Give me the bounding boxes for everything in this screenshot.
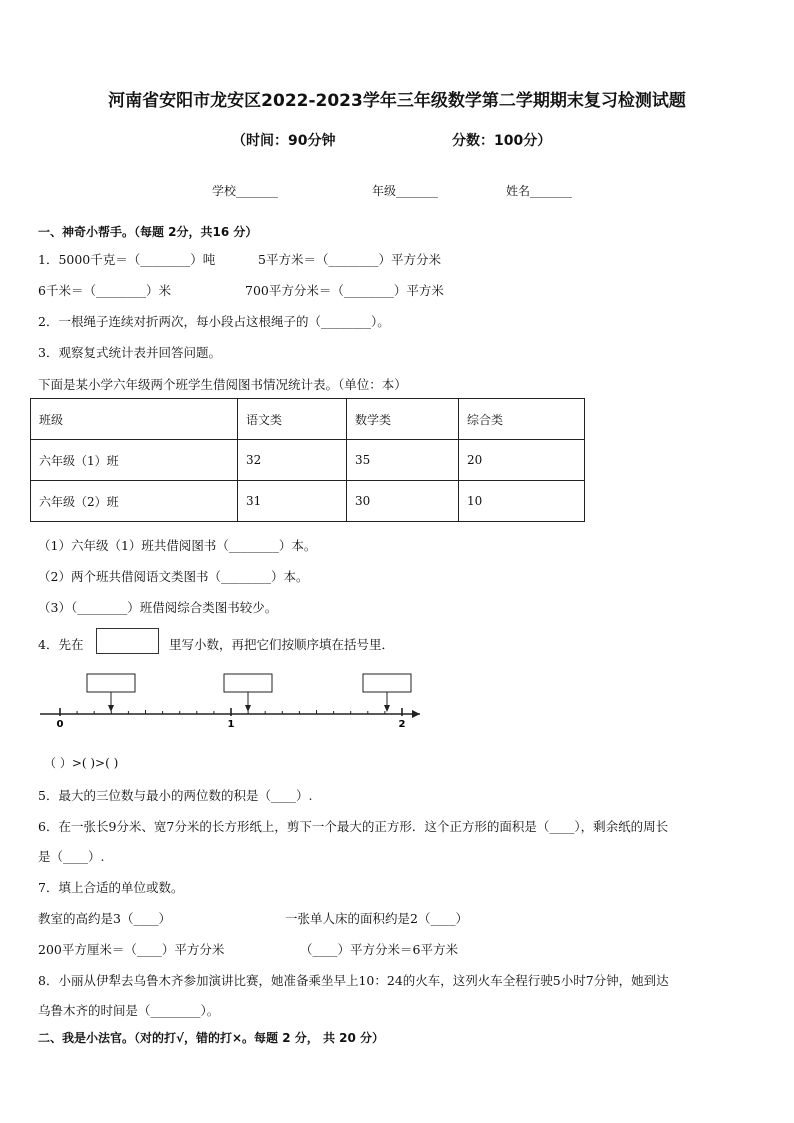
question-7d: （____）平方分米＝6平方米 <box>300 942 458 957</box>
school-field[interactable]: 学校_______ <box>212 184 279 198</box>
question-7b: 一张单人床的面积约是2（____） <box>285 911 468 926</box>
table-cell: 31 <box>238 481 347 522</box>
question-1a: 1．5000千克＝（________）吨 <box>38 252 216 267</box>
page-title: 河南省安阳市龙安区2022-2023学年三年级数学第二学期期末复习检测试题 <box>108 91 686 111</box>
pointer-arrow-2 <box>245 705 251 712</box>
section-2-heading: 二、我是小法官。（对的打√，错的打×。每题 2 分， 共 20 分） <box>38 1031 384 1045</box>
question-3-2: （2）两个班共借阅语文类图书（________）本。 <box>38 569 309 584</box>
table-cell: 35 <box>347 440 459 481</box>
question-6b: 是（____）. <box>38 849 105 864</box>
name-field[interactable]: 姓名_______ <box>506 184 573 198</box>
number-line-arrow <box>412 710 420 718</box>
order-answer-row: （ ）>( )>( ) <box>44 756 119 770</box>
question-1b: 5平方米＝（________）平方分米 <box>258 252 441 267</box>
question-1c: 6千米＝（________）米 <box>38 283 171 298</box>
tick-label-0: 0 <box>56 719 64 730</box>
exam-score: 分数：100分） <box>452 133 552 149</box>
tick-label-2: 2 <box>398 719 406 730</box>
question-3-3: （3）（________）班借阅综合类图书较少。 <box>38 600 278 615</box>
question-4-suffix: 里写小数，再把它们按顺序填在括号里． <box>169 637 395 652</box>
pointer-arrow-3 <box>384 705 390 712</box>
pointer-arrow-1 <box>108 705 114 712</box>
question-3: 3．观察复式统计表并回答问题。 <box>38 345 221 360</box>
table-header-cell: 综合类 <box>459 399 585 440</box>
answer-box-1 <box>87 674 135 692</box>
grade-field[interactable]: 年级_______ <box>372 184 439 198</box>
tick-label-1: 1 <box>227 719 235 730</box>
question-4-prefix: 4．先在 <box>38 637 84 652</box>
section-1-heading: 一、神奇小帮手。（每题 2分，共16 分） <box>38 225 258 239</box>
table-header-cell: 班级 <box>31 399 238 440</box>
table-cell: 20 <box>459 440 585 481</box>
answer-box-2 <box>224 674 272 692</box>
question-5: 5．最大的三位数与最小的两位数的积是（____）. <box>38 788 313 803</box>
table-header-cell: 数学类 <box>347 399 459 440</box>
answer-box-3 <box>363 674 411 692</box>
question-3-1: （1）六年级（1）班共借阅图书（________）本。 <box>38 538 317 553</box>
table-cell: 六年级（1）班 <box>31 440 238 481</box>
question-3-description: 下面是某小学六年级两个班学生借阅图书情况统计表。（单位：本） <box>38 377 407 392</box>
question-7c: 200平方厘米＝（____）平方分米 <box>38 942 225 957</box>
table-cell: 10 <box>459 481 585 522</box>
question-1d: 700平方分米＝（________）平方米 <box>245 283 444 298</box>
table-cell: 六年级（2）班 <box>31 481 238 522</box>
question-2: 2．一根绳子连续对折两次，每小段占这根绳子的（________）。 <box>38 314 390 329</box>
question-7: 7．填上合适的单位或数。 <box>38 880 184 895</box>
table-cell: 30 <box>347 481 459 522</box>
table-header-cell: 语文类 <box>238 399 347 440</box>
question-7a: 教室的高约是3（____） <box>38 911 171 926</box>
question-8a: 8．小丽从伊犁去乌鲁木齐参加演讲比赛，她准备乘坐早上10：24的火车，这列火车全程行驶5小时7分钟，她到达 <box>38 973 669 988</box>
exam-time: （时间：90分钟 <box>232 133 336 149</box>
table-cell: 32 <box>238 440 347 481</box>
question-6a: 6．在一张长9分米、宽7分米的长方形纸上，剪下一个最大的正方形．这个正方形的面积是（____），剩余纸的周长 <box>38 819 669 834</box>
question-8b: 乌鲁木齐的时间是（________）。 <box>38 1003 220 1018</box>
